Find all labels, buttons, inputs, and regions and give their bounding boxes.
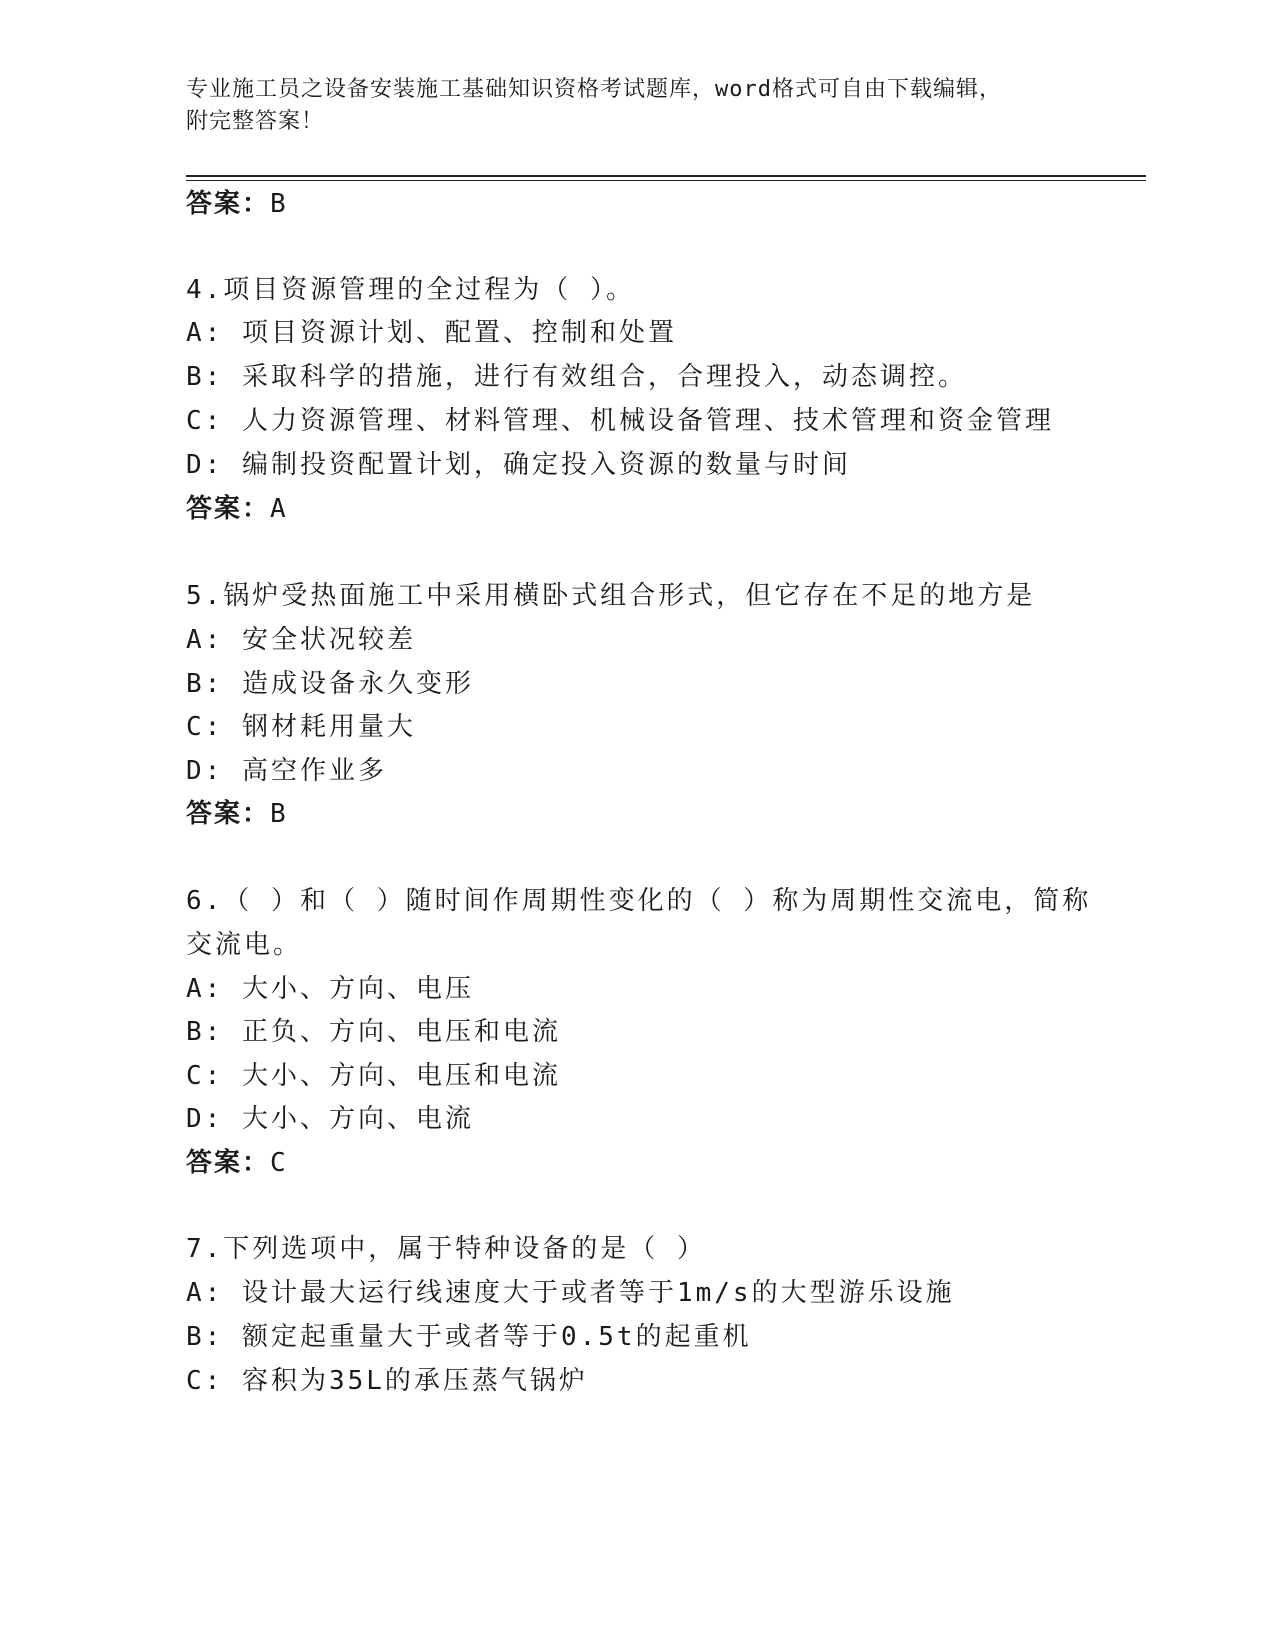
document-header: [186, 74, 1066, 138]
answer-label: 答案：: [186, 799, 271, 829]
question-6-stem-line-2: 交流电。: [186, 930, 303, 960]
question-6-stem-line-1: 6.（ ）和（ ）随时间作周期性变化的（ ）称为周期性交流电，简称: [186, 886, 1092, 916]
question-5-option-a: A: 安全状况较差: [186, 625, 416, 655]
header-divider-thin: [186, 180, 1146, 181]
answer-value: B: [270, 799, 288, 829]
question-6-option-b: B: 正负、方向、电压和电流: [186, 1017, 561, 1047]
answer-q5: [186, 797, 288, 831]
question-4-stem: 4.项目资源管理的全过程为（ ）。: [186, 275, 635, 305]
question-6-option-c: C: 大小、方向、电压和电流: [186, 1061, 561, 1091]
answer-label: 答案：: [186, 1148, 271, 1178]
question-5-option-d: D: 高空作业多: [186, 756, 387, 786]
answer-label: 答案：: [186, 189, 271, 219]
question-4-option-b: B: 采取科学的措施，进行有效组合，合理投入，动态调控。: [186, 362, 967, 392]
answer-q6: [186, 1146, 288, 1180]
question-5-option-c: C: 钢材耗用量大: [186, 712, 416, 742]
question-7-option-a: A: 设计最大运行线速度大于或者等于1m/s的大型游乐设施: [186, 1278, 955, 1308]
answer-value: A: [270, 494, 288, 524]
question-4-option-d: D: 编制投资配置计划，确定投入资源的数量与时间: [186, 450, 851, 480]
question-7-option-c: C: 容积为35L的承压蒸气锅炉: [186, 1366, 588, 1396]
question-4-option-c: C: 人力资源管理、材料管理、机械设备管理、技术管理和资金管理: [186, 406, 1054, 436]
question-4-option-a: A: 项目资源计划、配置、控制和处置: [186, 318, 677, 348]
question-5-stem: 5.锅炉受热面施工中采用横卧式组合形式，但它存在不足的地方是: [186, 581, 1036, 611]
answer-value: B: [270, 189, 288, 219]
answer-prev: [186, 187, 288, 221]
answer-q4: [186, 492, 288, 526]
answer-label: 答案：: [186, 494, 271, 524]
question-7-stem: 7.下列选项中，属于特种设备的是（ ）: [186, 1234, 706, 1264]
answer-value: C: [270, 1148, 288, 1178]
question-6-option-d: D: 大小、方向、电流: [186, 1104, 474, 1134]
header-line-2: 附完整答案！: [186, 109, 325, 134]
question-7-option-b: B: 额定起重量大于或者等于0.5t的起重机: [186, 1322, 752, 1352]
header-line-1: 专业施工员之设备安装施工基础知识资格考试题库，word格式可自由下载编辑，: [186, 77, 1002, 102]
question-6-option-a: A: 大小、方向、电压: [186, 974, 474, 1004]
header-divider-thick: [186, 175, 1146, 177]
question-5-option-b: B: 造成设备永久变形: [186, 669, 474, 699]
